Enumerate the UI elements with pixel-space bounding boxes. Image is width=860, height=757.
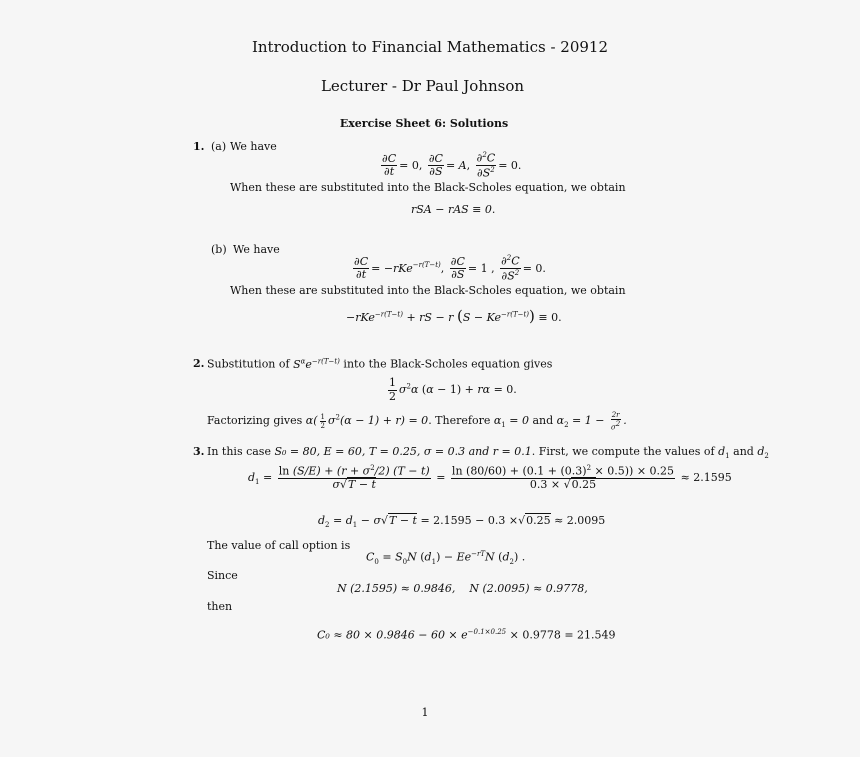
q2-intro-a: Substitution of [207, 357, 290, 371]
q3-c0-tail: × 0.9778 = 21.549 [509, 628, 616, 642]
question-1-number: 1. [193, 140, 205, 153]
q1a-substitution-text: When these are substituted into the Black-Scholes equation, we obtain [230, 181, 626, 194]
q3-n-values [337, 582, 588, 595]
q3-c0-a: C₀ ≈ 80 × 0.9846 − 60 × [317, 628, 458, 642]
q2-and: and [532, 414, 554, 428]
q1b-substitution-text: When these are substituted into the Black-Scholes equation, we obtain [230, 284, 626, 297]
q2-intro-b: into the Black-Scholes equation gives [343, 357, 553, 371]
lecturer-line: Lecturer - Dr Paul Johnson [320, 77, 525, 95]
q3-d1-approx: ≈ 2.1595 [680, 470, 732, 484]
q1b-intro: We have [233, 243, 280, 256]
q1a-derivatives-equation: $\frac{\partial C}{\partial t}$ = 0, $\frac{\partial C}{\partial S}$ = A, $\frac{\partial^2C}{\partial S^2}$ = 0. [382, 151, 522, 180]
q2-factor-b: . Therefore [428, 414, 491, 428]
q1b-result: −rKe$^{-r(T-t)}$ + rS − r $(S - Ke^{-r(T-t)}) \equiv 0$. [346, 307, 562, 325]
q3-intro: In this case S₀ = 80, E = 60, T = 0.25, σ = 0.3 and r = 0.1. First, we compute the values of $d_1$ and $d_2$ [207, 445, 769, 461]
document-title: Introduction to Financial Mathematics - 20912 [251, 38, 609, 56]
q3-given-values: S₀ = 80, E = 60, T = 0.25, σ = 0.3 and r = 0.1 [274, 445, 532, 458]
q2-equation: $\frac{1}{2}$ $\sigma^2\alpha$ (α − 1) + rα = 0. [389, 376, 517, 403]
q3-call-formula: $C_0 = S_0N$ $(d_1) - Ee^{-rT}N$ $(d_2)$ . [366, 550, 526, 566]
q1a-label: (a) [211, 140, 227, 153]
q1b-label: (b) [211, 243, 227, 256]
q3-call-option-text: The value of call option is [207, 539, 351, 552]
q3-n1: N (2.1595) ≈ 0.9846, [337, 582, 456, 595]
q3-intro-a: In this case [207, 445, 271, 458]
sheet-heading: Exercise Sheet 6: Solutions [339, 117, 509, 130]
q1a-result: rSA − rAS ≡ 0. [411, 203, 496, 216]
q3-d2-equation: $d_2 = d_1 - \sigma√T - t = 2.1595 - 0.3 \times√0.25 \approx 2.0095$ [318, 514, 606, 530]
q3-then: then [207, 600, 233, 613]
q3-d2-tail: ≈ 2.0095 [554, 514, 606, 527]
question-3-number: 3. [193, 445, 205, 458]
q2-intro: Substitution of $S^\alpha e^{-r(T-t)}$ into the Black-Scholes equation gives [207, 357, 553, 371]
q2-factorization: Factorizing gives α( $\frac{1}{2}$ $\sigma^2(\alpha - 1) + r) = 0$. Therefore $\alpha_1 = 0$ and $\alpha_2 = 1$ − $\frac{2r}{\sigma^2}$ . [207, 411, 627, 432]
q3-c0-result: $C_0 \approx 80 \times 0.9846 - 60 \times e^{-0.1\times 0.25} \times 0.9778 = 21.549$ [317, 628, 616, 642]
q2-factor-a: Factorizing gives [207, 414, 303, 428]
q3-since: Since [207, 569, 238, 582]
page-number: 1 [421, 706, 429, 719]
q3-intro-tail: . First, we compute the values of [531, 445, 715, 458]
question-2-number: 2. [193, 357, 205, 370]
q3-n2: N (2.0095) ≈ 0.9778, [469, 582, 588, 595]
q1a-intro: We have [230, 140, 277, 153]
q3-d2-line: = 2.1595 − 0.3 × [420, 514, 519, 527]
q1b-derivatives-equation: $\frac{\partial C}{\partial t}$ = −rKe$^{-r(T-t)}$, $\frac{\partial C}{\partial S}$ = 1 , $\frac{\partial^2C}{\partial S^2}$ = 0. [354, 254, 546, 283]
q3-d1-equation: $d_1$ = $\frac{\ln (S/E) + (r + \sigma^2/2) (T - t)}{\sigma√T - t}$ = $\frac{\ln (80/60) + (0.1 + (0.3)^2 \times 0.5)) \times 0.25}{0.3 \times √0.25}$ ≈ 2.1595 [248, 464, 732, 492]
